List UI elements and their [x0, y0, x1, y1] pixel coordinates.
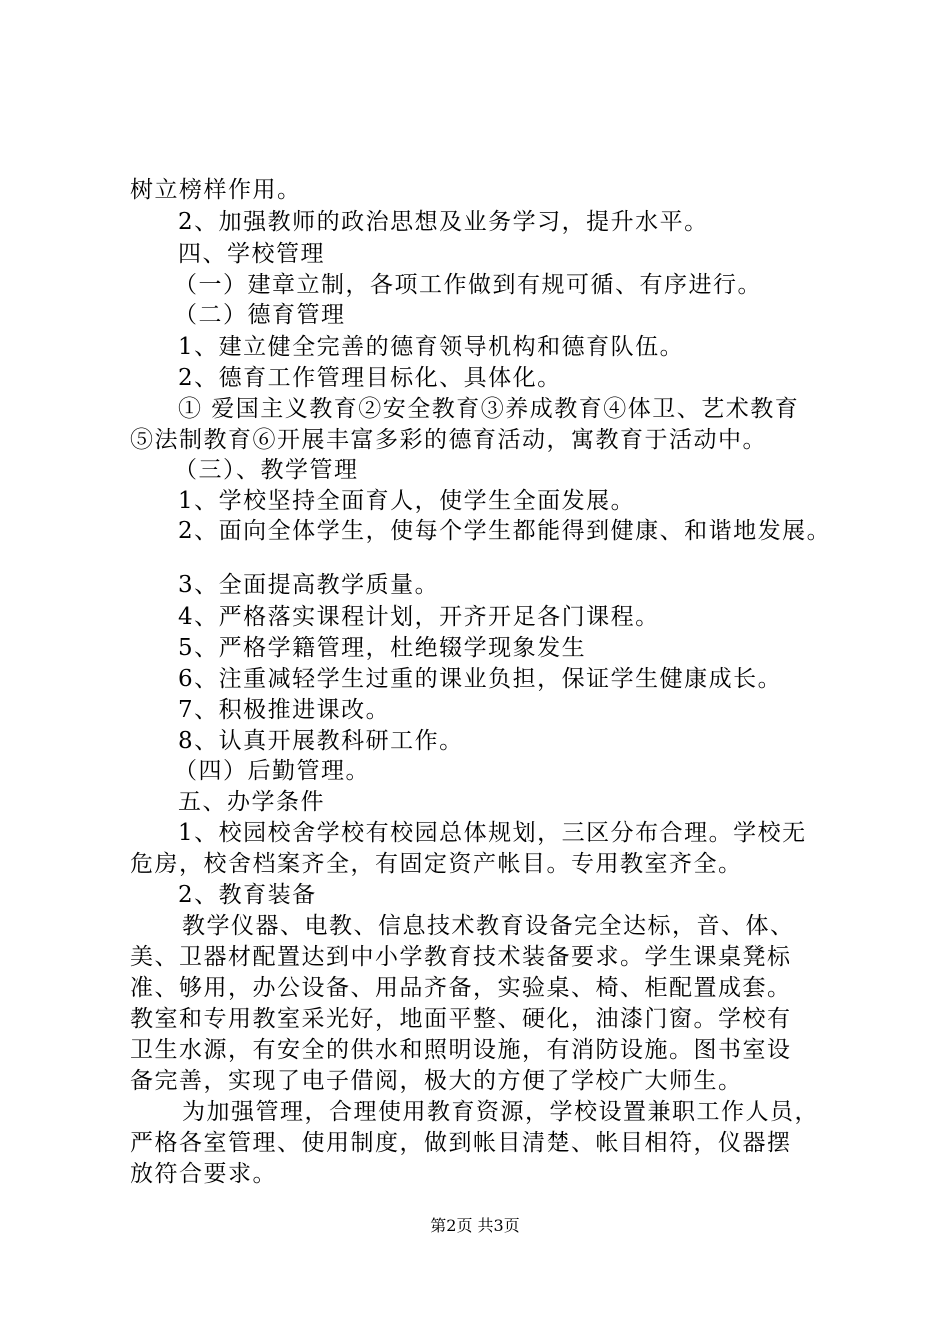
text-line: ① 爱国主义教育②安全教育③养成教育④体卫、艺术教育 [178, 396, 800, 422]
text-line: 2、教育装备 [178, 882, 317, 908]
subsection-heading: （三）、教学管理 [174, 457, 359, 483]
text-line: 备完善，实现了电子借阅，极大的方便了学校广大师生。 [130, 1068, 743, 1094]
subsection-heading: （一）建章立制，各项工作做到有规可循、有序进行。 [174, 272, 762, 298]
text-line: 危房，校舍档案齐全，有固定资产帐目。专用教室齐全。 [130, 851, 743, 877]
text-line: 2、面向全体学生，使每个学生都能得到健康、和谐地发展。 [178, 518, 832, 544]
text-line: 2、加强教师的政治思想及业务学习，提升水平。 [178, 209, 709, 235]
text-line: 放符合要求。 [130, 1161, 277, 1187]
text-line: ⑤法制教育⑥开展丰富多彩的德育活动，寓教育于活动中。 [130, 427, 767, 453]
subsection-heading: （四）后勤管理。 [174, 758, 370, 784]
text-line: 7、积极推进课改。 [178, 697, 391, 723]
text-line: 5、严格学籍管理，杜绝辍学现象发生 [178, 635, 587, 661]
text-line: 树立榜样作用。 [130, 177, 302, 203]
text-line: 4、严格落实课程计划，开齐开足各门课程。 [178, 604, 660, 630]
text-line: 为加强管理，合理使用教育资源，学校设置兼职工作人员， [182, 1099, 819, 1125]
text-line: 教学仪器、电教、信息技术教育设备完全达标，音、体、 [182, 913, 795, 939]
text-line: 教室和专用教室采光好，地面平整、硬化，油漆门窗。学校有 [130, 1006, 792, 1032]
subsection-heading: （二）德育管理 [174, 302, 346, 328]
text-line: 1、建立健全完善的德育领导机构和德育队伍。 [178, 334, 685, 360]
text-line: 严格各室管理、使用制度，做到帐目清楚、帐目相符，仪器摆 [130, 1130, 792, 1156]
text-line: 6、注重减轻学生过重的课业负担，保证学生健康成长。 [178, 666, 783, 692]
text-line: 1、校园校舍学校有校园总体规划，三区分布合理。学校无 [178, 820, 807, 846]
text-line: 美、卫器材配置达到中小学教育技术装备要求。学生课桌凳标 [130, 944, 792, 970]
section-heading: 五、办学条件 [178, 789, 325, 815]
text-line: 8、认真开展教科研工作。 [178, 728, 464, 754]
text-line: 准、够用，办公设备、用品齐备，实验桌、椅、柜配置成套。 [130, 975, 792, 1001]
text-line: 3、全面提高教学质量。 [178, 572, 440, 598]
text-line: 2、德育工作管理目标化、具体化。 [178, 365, 562, 391]
text-line: 1、学校坚持全面育人，使学生全面发展。 [178, 488, 636, 514]
page-indicator: 第2页 共3页 [430, 1216, 520, 1235]
section-heading: 四、学校管理 [178, 241, 325, 267]
text-line: 卫生水源，有安全的供水和照明设施，有消防设施。图书室设 [130, 1037, 792, 1063]
